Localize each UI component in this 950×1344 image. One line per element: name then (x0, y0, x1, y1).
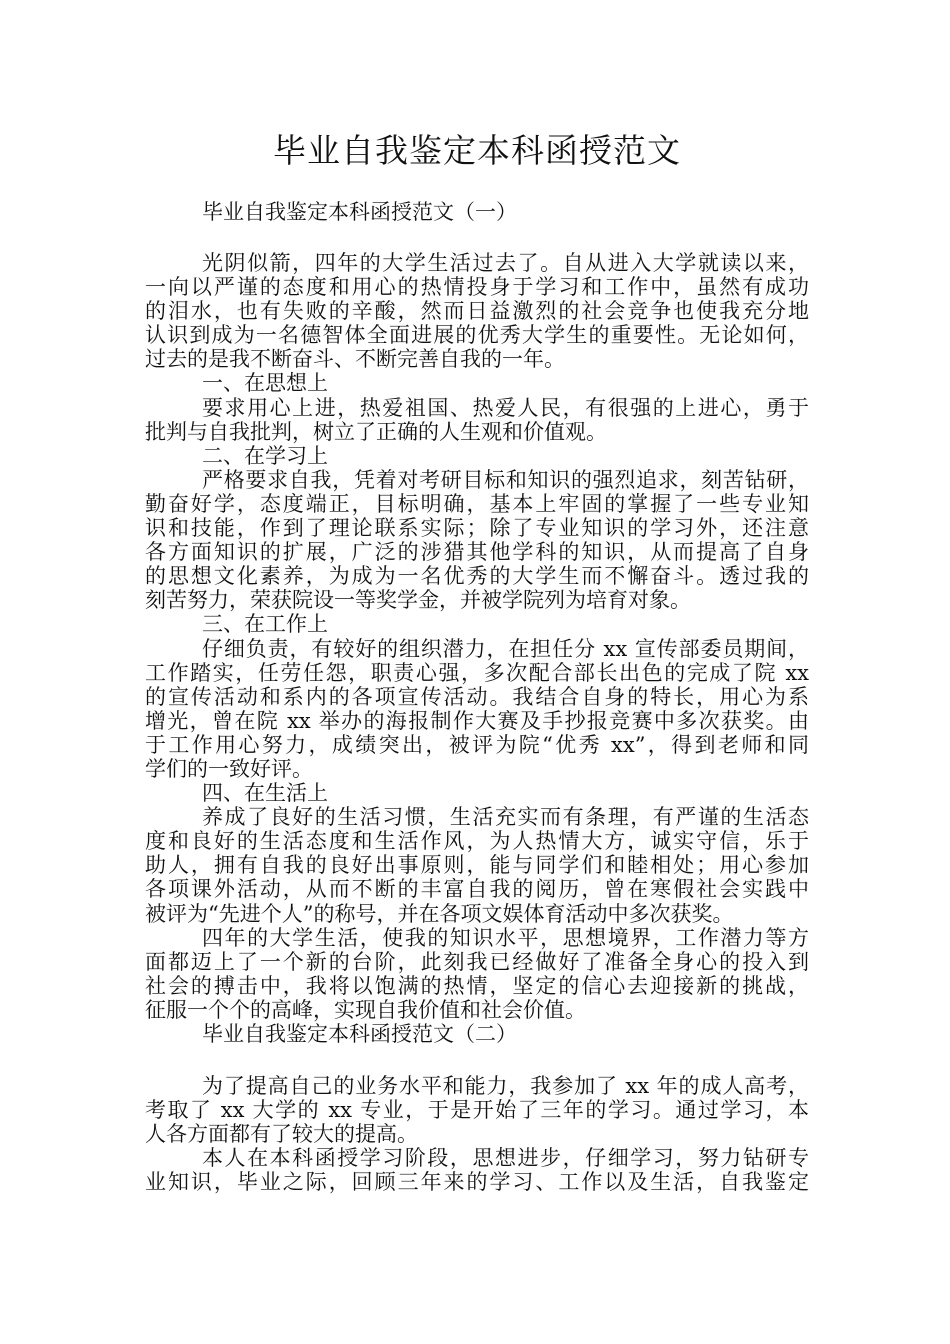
text-line: 勤奋好学，态度端正，目标明确，基本上牢固的掌握了一些专业知 (145, 491, 809, 516)
text-line: 增光，曾在院 xx 举办的海报制作大赛及手抄报竞赛中多次获奖。由 (145, 708, 809, 733)
document-title: 毕业自我鉴定本科函授范文 (273, 131, 681, 170)
paragraph-exam (145, 1074, 809, 1146)
text-line: 仔细负责，有较好的组织潜力，在担任分 xx 宣传部委员期间， (202, 636, 809, 661)
text-line: 为了提高自己的业务水平和能力，我参加了 xx 年的成人高考， (202, 1074, 809, 1098)
text-line: 于工作用心努力，成绩突出，被评为院“优秀 xx”，得到老师和同 (145, 732, 809, 757)
text-line: 养成了良好的生活习惯，生活充实而有条理，有严谨的生活态 (202, 805, 809, 830)
text-line: 一向以严谨的态度和用心的热情投身于学习和工作中，虽然有成功 (145, 275, 809, 300)
text-line: 认识到成为一名德智体全面进展的优秀大学生的重要性。无论如何， (145, 323, 809, 348)
paragraph-intro (145, 251, 809, 371)
text-line: 助人，拥有自我的良好出事原则，能与同学们和睦相处；用心参加 (145, 853, 809, 878)
text-line: 业知识，毕业之际，回顾三年来的学习、工作以及生活，自我鉴定 (145, 1170, 809, 1195)
section-heading-1: 毕业自我鉴定本科函授范文（一） (202, 200, 517, 224)
text-line: 严格要求自我，凭着对考研目标和知识的强烈追求，刻苦钻研， (202, 467, 809, 492)
text-line: 四年的大学生活，使我的知识水平，思想境界，工作潜力等方 (202, 925, 809, 950)
text-line: 要求用心上进，热爱祖国、热爱人民，有很强的上进心，勇于 (202, 395, 809, 420)
text-line: 面都迈上了一个新的台阶，此刻我已经做好了准备全身心的投入到 (145, 949, 809, 974)
paragraph-study (145, 468, 809, 613)
text-line: 各方面知识的扩展，广泛的涉猎其他学科的知识，从而提高了自身 (145, 540, 809, 565)
paragraph-thought (145, 396, 809, 444)
text-line: 刻苦努力，荣获院设一等奖学金，并被学院列为培育对象。 (145, 588, 691, 613)
text-line: 过去的是我不断奋斗、不断完善自我的一年。 (145, 347, 565, 372)
text-line: 征服一个个的高峰，实现自我价值和社会价值。 (145, 997, 586, 1022)
text-line: 的宣传活动和系内的各项宣传活动。我结合自身的特长，用心为系 (145, 684, 809, 709)
text-line: 社会的搏击中，我将以饱满的热情，坚定的信心去迎接新的挑战， (145, 973, 809, 998)
subheading-thought: 一、在思想上 (202, 371, 328, 396)
text-line: 本人在本科函授学习阶段，思想进步，仔细学习，努力钻研专 (202, 1146, 809, 1171)
text-line: 各项课外活动，从而不断的丰富自我的阅历，曾在寒假社会实践中 (145, 877, 809, 902)
text-line: 工作踏实，任劳任怨，职责心强，多次配合部长出色的完成了院 xx (145, 660, 809, 685)
subheading-life: 四、在生活上 (202, 781, 328, 806)
paragraph-correspondence-study (145, 1146, 809, 1194)
text-line: 度和良好的生活态度和生活作风，为人热情大方，诚实守信，乐于 (145, 829, 809, 854)
text-line: 的泪水，也有失败的辛酸，然而日益激烈的社会竞争也使我充分地 (145, 299, 809, 324)
text-line: 的思想文化素养，为成为一名优秀的大学生而不懈奋斗。透过我的 (145, 564, 809, 589)
text-line: 识和技能，作到了理论联系实际；除了专业知识的学习外，还注意 (145, 516, 809, 541)
text-line: 批判与自我批判，树立了正确的人生观和价值观。 (145, 419, 607, 444)
text-line: 学们的一致好评。 (145, 756, 313, 781)
paragraph-life (145, 805, 809, 925)
paragraph-summary (145, 926, 809, 1022)
text-line: 人各方面都有了较大的提高。 (145, 1122, 418, 1147)
text-line: 光阴似箭，四年的大学生活过去了。自从进入大学就读以来， (202, 251, 809, 275)
document-page (145, 128, 809, 1194)
subheading-study: 二、在学习上 (202, 443, 328, 468)
paragraph-work (145, 637, 809, 782)
text-line: 考取了 xx 大学的 xx 专业，于是开始了三年的学习。通过学习，本 (145, 1098, 809, 1123)
section-heading-2: 毕业自我鉴定本科函授范文（二） (202, 1022, 517, 1046)
text-line: 被评为“先进个人”的称号，并在各项文娱体育活动中多次获奖。 (145, 901, 734, 926)
subheading-work: 三、在工作上 (202, 612, 328, 637)
